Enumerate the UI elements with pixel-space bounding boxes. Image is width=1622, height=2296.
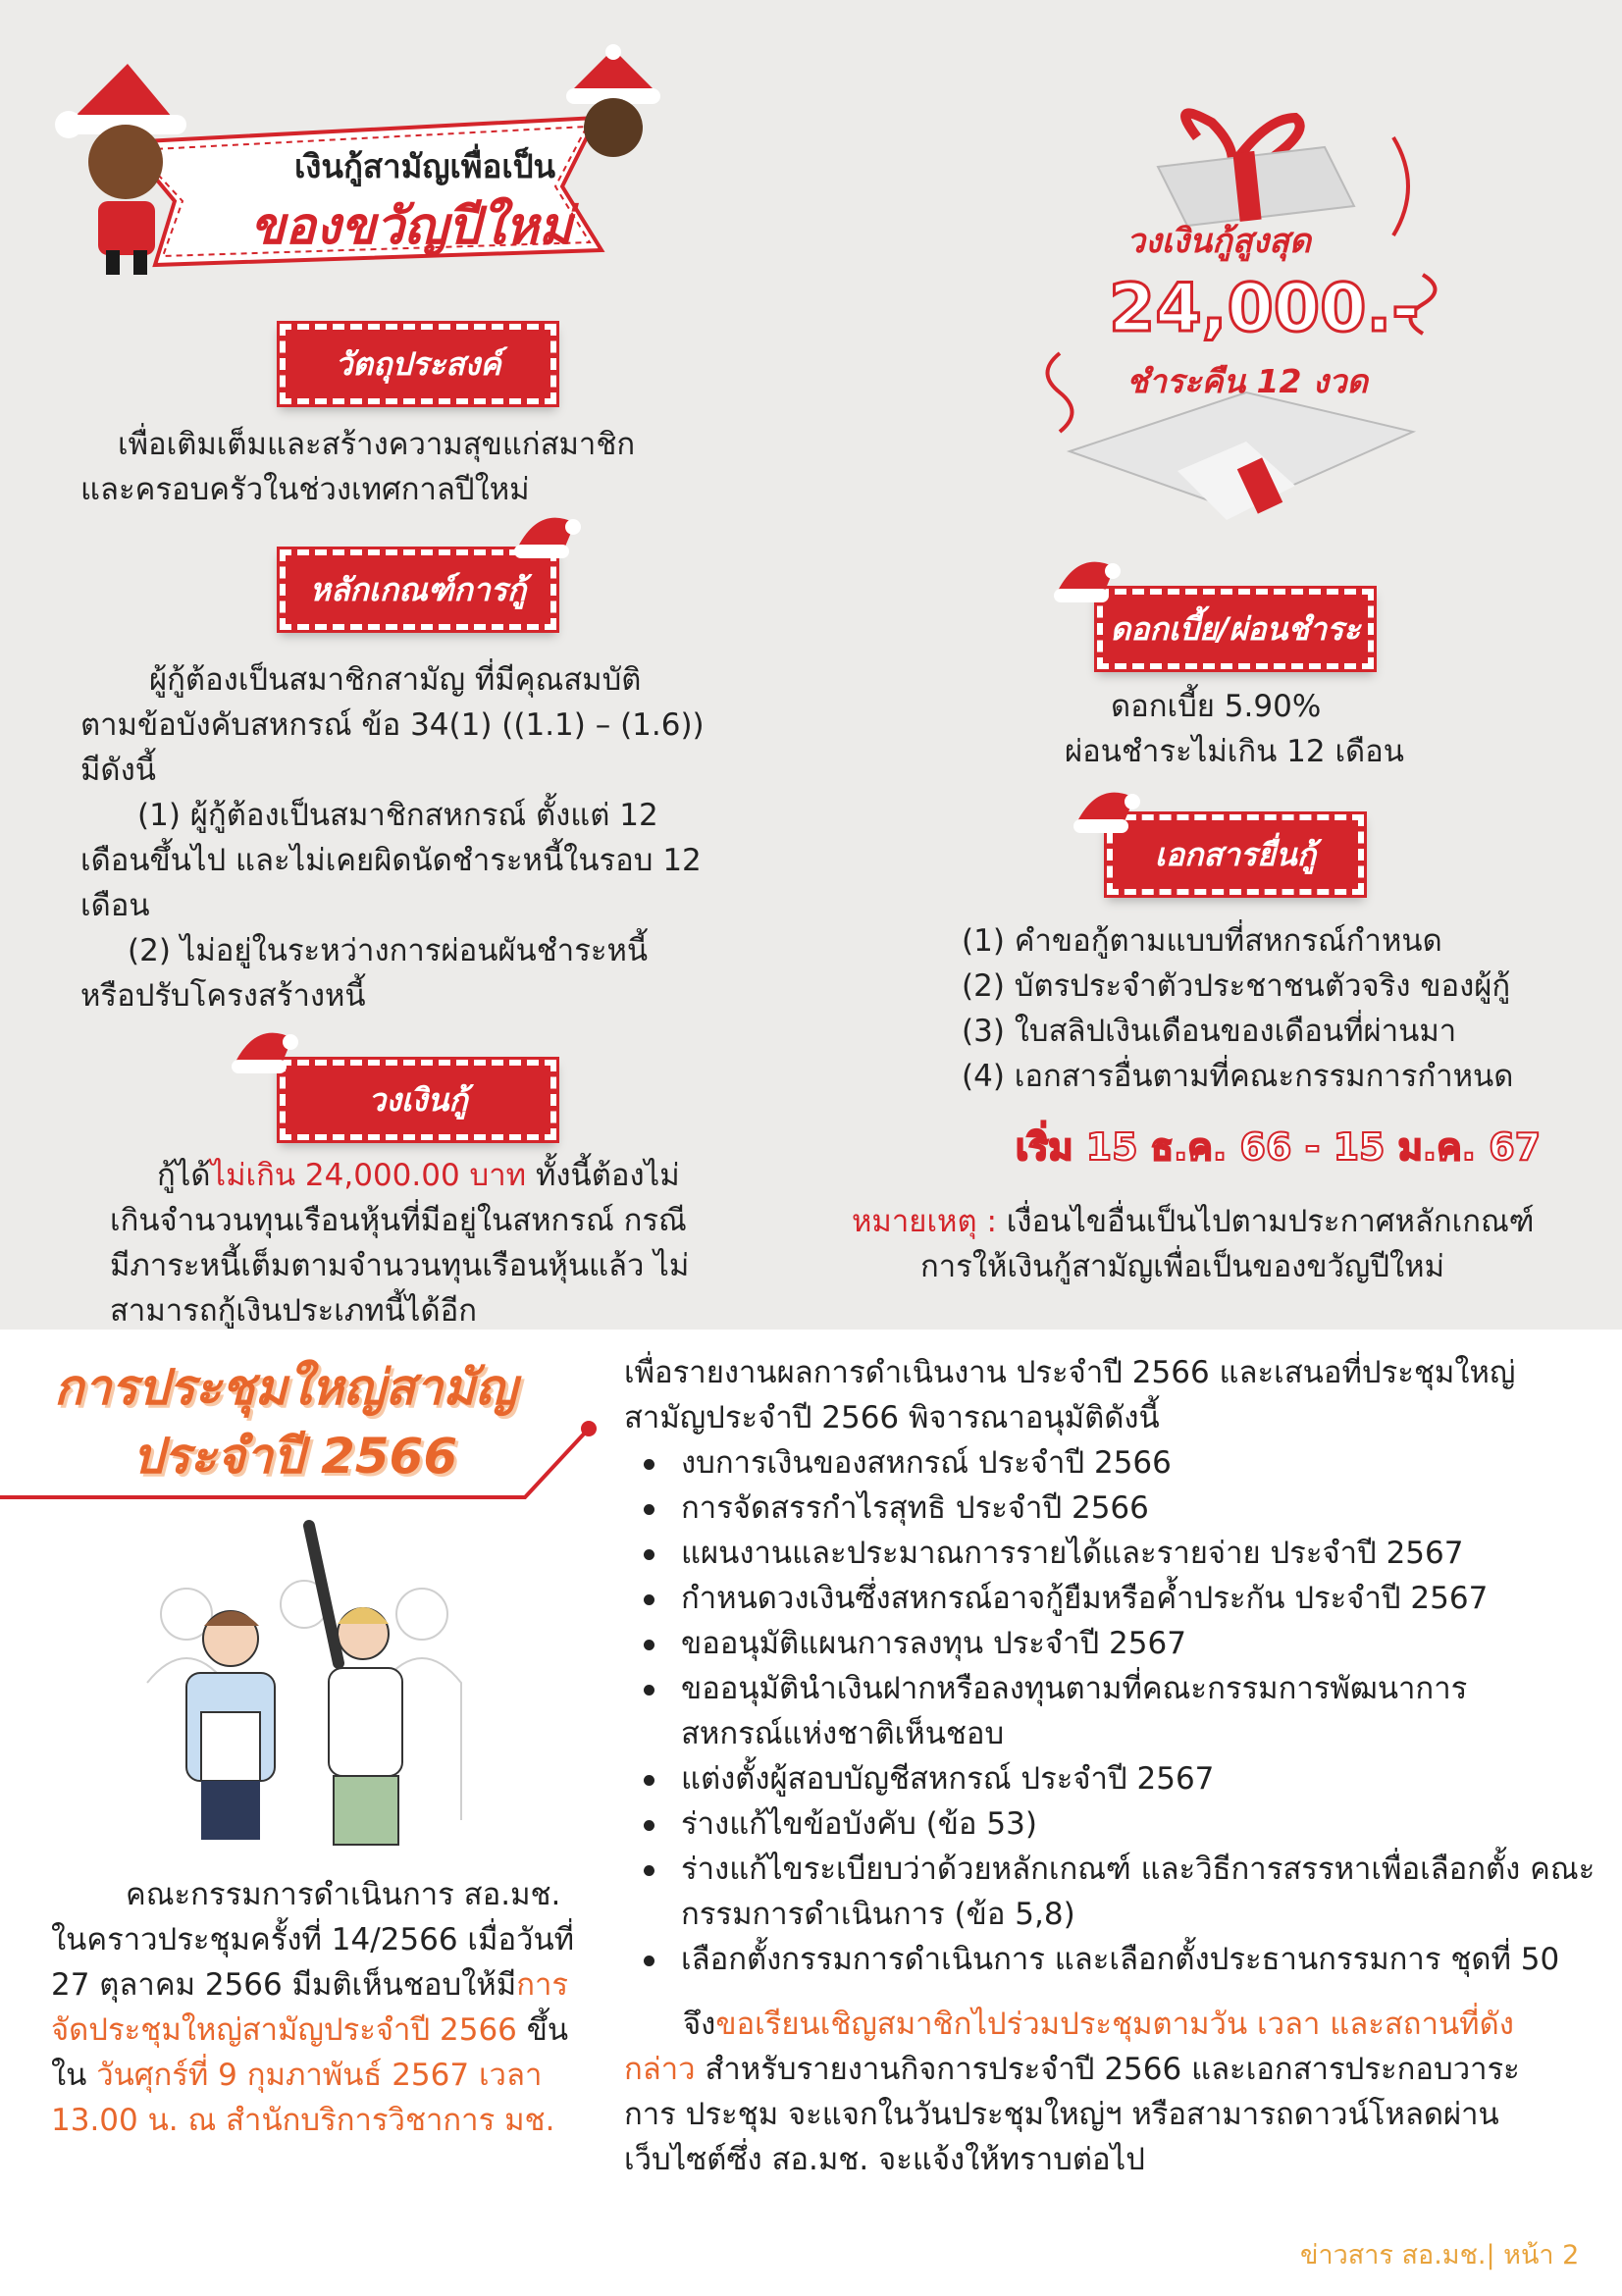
limit-prefix: กู้ได้ [157, 1158, 211, 1193]
invite-prefix: จึง [683, 2007, 716, 2042]
board-line-6: 13.00 น. ณ สำนักบริการวิชาการ มช. [51, 2103, 555, 2138]
meeting-people-illustration [128, 1516, 481, 1850]
board-line-5b: วันศุกร์ที่ 9 กุมภาพันธ์ 2567 เวลา [96, 2058, 543, 2093]
agenda-item-text: แผนงานและประมาณการรายได้และรายจ่าย ประจำปี 2567 [681, 1536, 1464, 1571]
limit-line: เกินจำนวนทุนเรือนหุ้นที่มีอยู่ในสหกรณ์ กรณี [110, 1203, 687, 1238]
agenda-item-text: การจัดสรรกำไรสุทธิ ประจำปี 2566 [681, 1490, 1149, 1526]
agenda-item-text: ขออนุมัตินำเงินฝากหรือลงทุนตามที่คณะกรรมการพัฒนาการ สหกรณ์แห่งชาติเห็นชอบ [681, 1671, 1468, 1751]
criteria-line: (1) ผู้กู้ต้องเป็นสมาชิกสหกรณ์ ตั้งแต่ 12 [137, 798, 658, 833]
meeting-title-line1: การประชุมใหญ่สามัญ [54, 1359, 517, 1416]
doc-item: (2) บัตรประจำตัวประชาชนตัวจริง ของผู้กู้ [962, 968, 1511, 1004]
meeting-invitation [624, 2002, 1566, 2182]
interest-ribbon [1097, 589, 1374, 669]
board-line-2: ในคราวประชุมครั้งที่ 14/2566 เมื่อวันที่ [51, 1922, 575, 1957]
agenda-item-text: แต่งตั้งผู้สอบบัญชีสหกรณ์ ประจำปี 2567 [681, 1761, 1215, 1797]
limit-line: มีภาระหนี้เต็มตามจำนวนทุนเรือนหุ้นแล้ว ไม่ [110, 1248, 690, 1283]
bullet-icon [644, 1865, 654, 1876]
board-line-3a: 27 ตุลาคม 2566 มีมติเห็นชอบให้มี [51, 1967, 517, 2003]
title-underline [0, 1393, 628, 1506]
agenda-item [624, 1847, 1613, 1937]
criteria-label: หลักเกณฑ์การกู้ [309, 570, 527, 608]
banner-line2: ของขวัญปีใหม่ [250, 197, 573, 256]
bullet-icon [644, 1504, 654, 1515]
bullet-icon [644, 1820, 654, 1831]
agenda-item [624, 1666, 1564, 1756]
meeting-intro-2: สามัญประจำปี 2566 พิจารณาอนุมัติดังนี้ [624, 1400, 1160, 1435]
agenda-item [624, 1801, 1596, 1847]
interest-label: ดอกเบี้ย/ผ่อนชำระ [1110, 609, 1361, 648]
bullet-icon [644, 1685, 654, 1696]
limit-highlight: ไม่เกิน 24,000.00 บาท [210, 1158, 527, 1193]
board-line-3b: การ [516, 1967, 569, 2003]
agenda-item [624, 1531, 1596, 1576]
agenda-item [624, 1756, 1596, 1801]
note-line-1 [852, 1199, 1535, 1244]
santa-hat-icon [1050, 549, 1121, 610]
note-text-1: เงื่อนไขอื่นเป็นไปตามประกาศหลักเกณฑ์ [1006, 1204, 1535, 1239]
meeting-intro-1: เพื่อรายงานผลการดำเนินงาน ประจำปี 2566 และเสนอที่ประชุมใหญ่ [624, 1355, 1516, 1390]
agenda-item [624, 1621, 1596, 1666]
invite-rest: สำหรับรายงานกิจการประจำปี 2566 และเอกสารประกอบวาระการ ประชุม จะแจกในวันประชุมใหญ่ฯ หรือสามารถดาวน์โหลดผ่านเว็บไซต์ซึ่ง สอ.มช. จะแจ้งให้ทราบต่อไป [624, 2052, 1520, 2177]
criteria-line: มีดังนี้ [80, 753, 156, 788]
board-line-1: คณะกรรมการดำเนินการ สอ.มช. [126, 1877, 561, 1912]
agenda-item-text: ร่างแก้ไขข้อบังคับ (ข้อ 53) [681, 1806, 1037, 1842]
criteria-line: เดือน [80, 888, 150, 923]
limit-line: สามารถกู้เงินประเภทนี้ได้อีก [110, 1293, 478, 1329]
bullet-icon [644, 1594, 654, 1605]
board-line-4 [51, 2008, 568, 2053]
installment-text: ผ่อนชำระไม่เกิน 12 เดือน [1065, 734, 1404, 769]
max-amount-note: ชำระคืน 12 งวด [1126, 362, 1368, 400]
limit-line-1 [157, 1153, 680, 1198]
note-line-2: การให้เงินกู้สามัญเพื่อเป็นของขวัญปีใหม่ [920, 1249, 1445, 1284]
bullet-icon [644, 1640, 654, 1650]
agenda-item [624, 1486, 1596, 1531]
banner-line1: เงินกู้สามัญเพื่อเป็น [294, 147, 556, 185]
page-footer: ข่าวสาร สอ.มช.| หน้า 2 [1300, 2240, 1580, 2270]
board-line-4a: จัดประชุมใหญ่สามัญประจำปี 2566 [51, 2012, 517, 2048]
objective-ribbon [280, 324, 556, 404]
objective-label: วัตถุประสงค์ [335, 344, 501, 383]
doc-item: (3) ใบสลิปเงินเดือนของเดือนที่ผ่านมา [962, 1014, 1457, 1049]
board-line-4b: ขึ้น [516, 2012, 569, 2048]
santa-elf-illustration-left [49, 54, 206, 280]
agenda-item-text: เลือกตั้งกรรมการดำเนินการ และเลือกตั้งประธานกรรมการ ชุดที่ 50 [681, 1942, 1560, 1977]
meeting-title-line2: ประจำปี 2566 [132, 1428, 458, 1485]
santa-elf-illustration-right [554, 44, 672, 162]
note-label: หมายเหตุ : [852, 1204, 997, 1239]
agenda-item [624, 1937, 1596, 1982]
santa-hat-icon [228, 1020, 298, 1081]
max-amount-label: วงเงินกู้สูงสุด [1126, 222, 1311, 261]
santa-hat-icon [1070, 780, 1140, 841]
bullet-icon [644, 1549, 654, 1560]
loan-period: เริ่ม 15 ธ.ค. 66 - 15 ม.ค. 67 [1016, 1125, 1542, 1169]
board-line-5 [51, 2053, 542, 2098]
limit-label: วงเงินกู้ [368, 1080, 468, 1119]
invite-highlight: ขอเรียนเชิญสมาชิกไปร่วมประชุมตามวัน เวลา และสถานที่ดัง กล่าว [624, 2007, 1514, 2087]
board-line-3 [51, 1962, 568, 2008]
criteria-line: หรือปรับโครงสร้างหนี้ [80, 978, 366, 1014]
docs-label: เอกสารยื่นกู้ [1154, 835, 1317, 873]
bullet-icon [644, 1775, 654, 1786]
agenda-list [624, 1440, 1596, 1982]
santa-hat-icon [510, 505, 581, 566]
agenda-item-text: งบการเงินของสหกรณ์ ประจำปี 2566 [681, 1445, 1172, 1481]
agenda-item-text: ร่างแก้ไขระเบียบว่าด้วยหลักเกณฑ์ และวิธีการสรรหาเพื่อเลือกตั้ง คณะกรรมการดำเนินการ (ข้อ 5,8) [681, 1852, 1596, 1932]
criteria-line: (2) ไม่อยู่ในระหว่างการผ่อนผันชำระหนี้ [128, 933, 649, 968]
criteria-line: เดือนขึ้นไป และไม่เคยผิดนัดชำระหนี้ในรอบ 12 [80, 843, 702, 878]
agenda-item-text: ขออนุมัติแผนการลงทุน ประจำปี 2567 [681, 1626, 1186, 1661]
limit-ribbon [280, 1060, 556, 1140]
bullet-icon [644, 1459, 654, 1470]
max-amount-value: 24,000.- [1109, 270, 1420, 347]
agenda-item [624, 1576, 1596, 1621]
doc-item: (1) คำขอกู้ตามแบบที่สหกรณ์กำหนด [962, 923, 1442, 959]
interest-rate: ดอกเบี้ย 5.90% [1111, 689, 1322, 724]
docs-ribbon [1107, 814, 1364, 895]
board-line-5a: ใน [51, 2058, 97, 2093]
agenda-item-text: กำหนดวงเงินซึ่งสหกรณ์อาจกู้ยืมหรือค้ำประกัน ประจำปี 2567 [681, 1581, 1489, 1616]
limit-suffix: ทั้งนี้ต้องไม่ [526, 1158, 680, 1193]
bullet-icon [644, 1956, 654, 1966]
objective-text-2: และครอบครัวในช่วงเทศกาลปีใหม่ [80, 472, 530, 507]
doc-item: (4) เอกสารอื่นตามที่คณะกรรมการกำหนด [962, 1059, 1514, 1094]
agenda-item [624, 1440, 1596, 1486]
objective-text-1: เพื่อเติมเต็มและสร้างความสุขแก่สมาชิก [118, 427, 636, 462]
criteria-line: ผู้กู้ต้องเป็นสมาชิกสามัญ ที่มีคุณสมบัติ [149, 662, 642, 698]
criteria-line: ตามข้อบังคับสหกรณ์ ข้อ 34(1) ((1.1) – (1.6)) [80, 707, 705, 743]
